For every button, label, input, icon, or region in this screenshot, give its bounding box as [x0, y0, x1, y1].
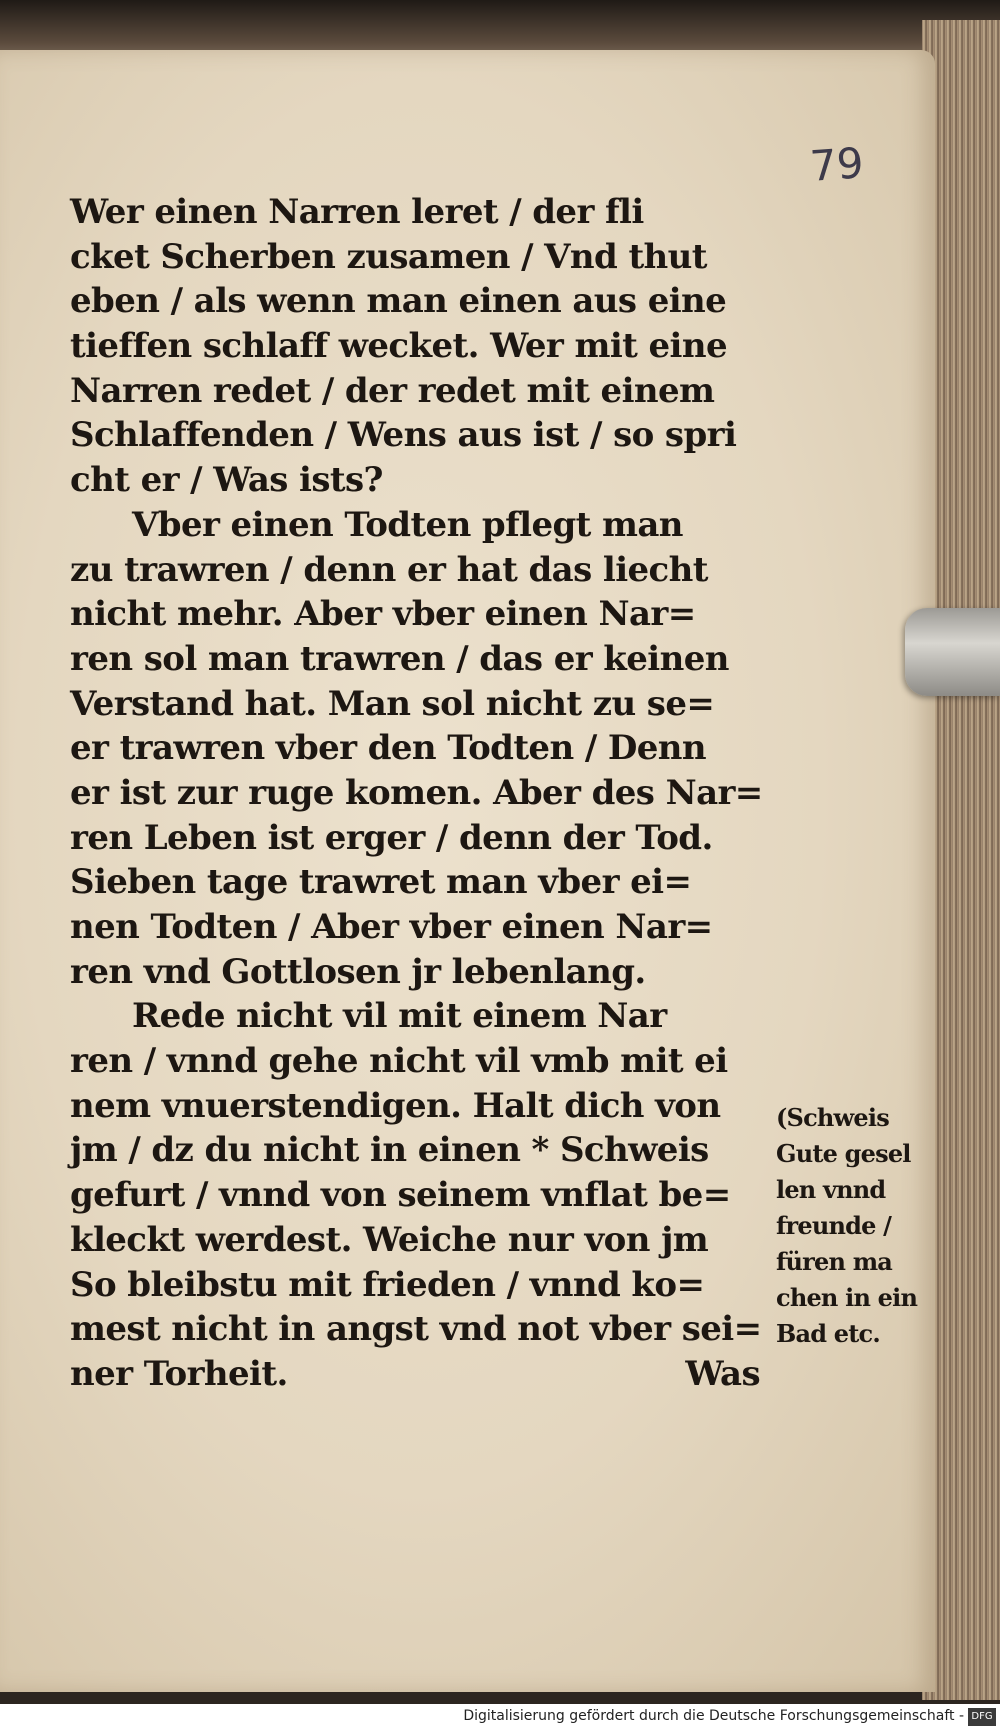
text-line: gefurt / vnnd von seinem vnflat be=	[70, 1175, 731, 1216]
footer-bar	[0, 1704, 1000, 1732]
catchword: Was	[685, 1353, 760, 1394]
text-line: zu trawren / denn er hat das liecht	[70, 549, 708, 590]
margin-note-line: freunde /	[776, 1211, 892, 1240]
text-line: cket Scherben zusamen / Vnd thut	[70, 236, 707, 277]
text-line: ren vnd Gottlosen jr lebenlang.	[70, 951, 646, 992]
text-line: kleckt werdest. Weiche nur von jm	[70, 1219, 709, 1260]
book-page	[0, 50, 935, 1692]
text-line: nen Todten / Aber vber einen Nar=	[70, 907, 713, 947]
margin-note-line: (Schweis	[776, 1103, 889, 1132]
funding-notice: Digitalisierung gefördert durch die Deutsche Forschungsgemeinschaft -	[463, 1708, 964, 1724]
text-line: ren / vnnd gehe nicht vil vmb mit ei	[70, 1041, 728, 1082]
text-line: Verstand hat. Man sol nicht zu se=	[70, 683, 715, 724]
body-text	[70, 190, 770, 1397]
text-line: Narren redet / der redet mit einem	[70, 370, 715, 411]
margin-note-line: chen in ein	[776, 1283, 918, 1312]
dfg-logo: DFG	[968, 1708, 996, 1726]
text-line: tieffen schlaff wecket. Wer mit eine	[70, 326, 727, 367]
text-line: jm / dz du nicht in einen * Schweis	[70, 1130, 709, 1171]
text-line: nem vnuerstendigen. Halt dich von	[70, 1085, 721, 1126]
text-line: mest nicht in angst vnd not vber sei=	[70, 1309, 762, 1350]
margin-note-line: füren ma	[776, 1247, 893, 1276]
last-line-with-catchword	[70, 1352, 760, 1397]
text-line: Schlaffenden / Wens aus ist / so spri	[70, 415, 737, 456]
text-line: Wer einen Narren leret / der fli	[70, 192, 644, 232]
page-clip	[905, 608, 1000, 696]
text-line: ner Torheit.	[70, 1353, 288, 1394]
text-line: ren Leben ist erger / denn der Tod.	[70, 817, 713, 858]
text-line: nicht mehr. Aber vber einen Nar=	[70, 594, 696, 635]
text-line: ren sol man trawren / das er keinen	[70, 638, 729, 679]
text-line: So bleibstu mit frieden / vnnd ko=	[70, 1264, 705, 1305]
text-line: er ist zur ruge komen. Aber des Nar=	[70, 772, 763, 813]
folio-number: 79	[808, 138, 866, 191]
text-line: Vber einen Todten pflegt man	[132, 504, 683, 545]
text-line: cht er / Was ists?	[70, 460, 383, 501]
text-line: eben / als wenn man einen aus eine	[70, 281, 727, 322]
margin-note-line: Bad etc.	[776, 1319, 880, 1348]
margin-note-line: len vnnd	[776, 1175, 886, 1204]
margin-note-line: Gute gesel	[776, 1139, 911, 1168]
text-line: er trawren vber den Todten / Denn	[70, 728, 707, 769]
text-line: Rede nicht vil mit einem Nar	[132, 996, 667, 1037]
margin-note	[776, 1100, 926, 1352]
text-line: Sieben tage trawret man vber ei=	[70, 862, 692, 903]
